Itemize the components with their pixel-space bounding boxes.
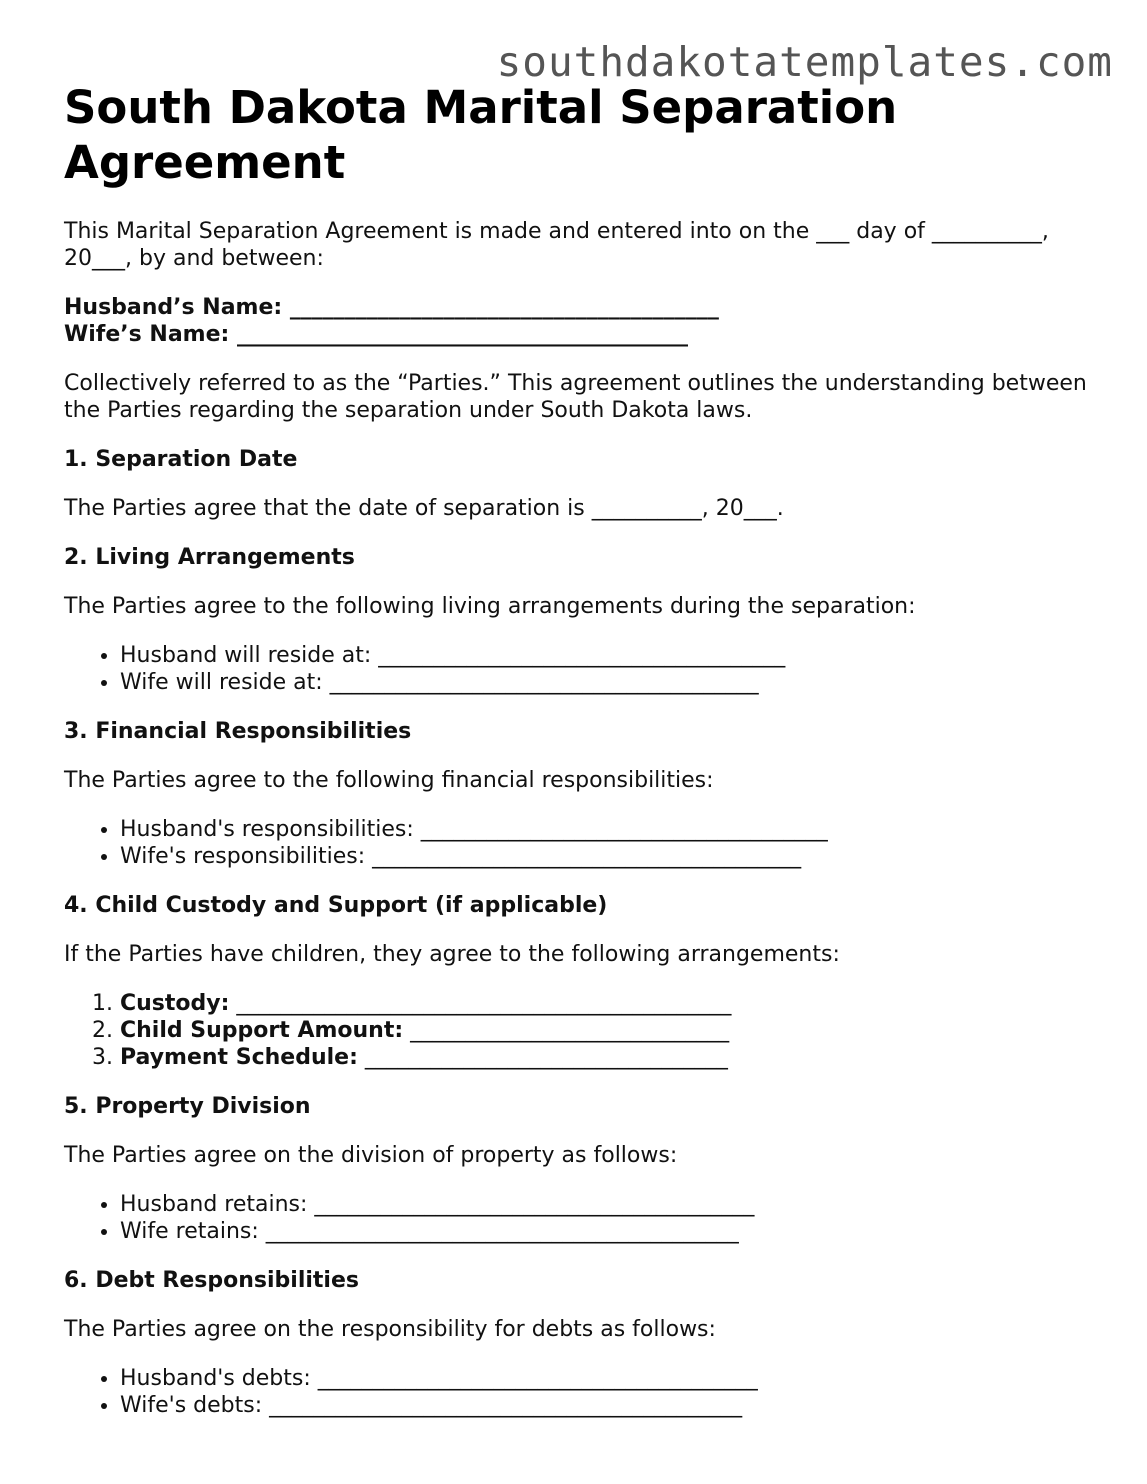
intro-paragraph: This Marital Separation Agreement is made and entered into on the ___ day of __________, 20___, by and between: [64, 219, 1049, 271]
child-custody-list [64, 990, 1094, 1071]
custody-label: Custody: [120, 991, 230, 1016]
list-item: • Wife will reside at: _______________________________________ [120, 669, 1094, 696]
section-heading-financial-responsibilities: 3. Financial Responsibilities [64, 719, 412, 744]
document-body [64, 218, 1094, 1441]
list-item [120, 990, 1094, 1017]
list-item: • Husband's responsibilities: _____________________________________ [120, 816, 1094, 843]
list-item: • Husband will reside at: _____________________________________ [120, 642, 1094, 669]
document-title: South Dakota Marital Separation Agreement [64, 81, 898, 189]
section-text-debt-responsibilities: The Parties agree on the responsibility for debts as follows: [64, 1317, 716, 1342]
list-item: • Wife retains: ___________________________________________ [120, 1218, 1094, 1245]
property-division-list [64, 1191, 1094, 1245]
child-support-blank: _____________________________ [403, 1018, 730, 1043]
section-text-financial-responsibilities: The Parties agree to the following financial responsibilities: [64, 768, 714, 793]
list-item: • Wife's debts: ___________________________________________ [120, 1392, 1094, 1419]
list-item: • Husband retains: ________________________________________ [120, 1191, 1094, 1218]
section-text-separation-date: The Parties agree that the date of separation is __________, 20___. [64, 496, 784, 521]
financial-responsibilities-list [64, 816, 1094, 870]
wife-name-line: Wife’s Name: _________________________________________ [64, 322, 688, 347]
payment-schedule-blank: _________________________________ [357, 1045, 728, 1070]
list-item [120, 1044, 1094, 1071]
list-item [120, 1017, 1094, 1044]
list-item: • Husband's debts: ________________________________________ [120, 1365, 1094, 1392]
section-heading-debt-responsibilities: 6. Debt Responsibilities [64, 1268, 359, 1293]
section-text-property-division: The Parties agree on the division of property as follows: [64, 1143, 678, 1168]
payment-schedule-label: Payment Schedule: [120, 1045, 358, 1070]
child-support-label: Child Support Amount: [120, 1018, 404, 1043]
section-heading-living-arrangements: 2. Living Arrangements [64, 545, 355, 570]
section-text-child-custody: If the Parties have children, they agree to the following arrangements: [64, 942, 840, 967]
section-heading-child-custody: 4. Child Custody and Support (if applicable) [64, 893, 608, 918]
husband-name-line: Husband’s Name: _______________________________________ [64, 295, 719, 320]
watermark: southdakotatemplates.com [496, 38, 1113, 86]
debt-responsibilities-list [64, 1365, 1094, 1419]
section-text-living-arrangements: The Parties agree to the following living arrangements during the separation: [64, 594, 916, 619]
list-item: • Wife's responsibilities: _______________________________________ [120, 843, 1094, 870]
section-heading-separation-date: 1. Separation Date [64, 447, 298, 472]
section-heading-property-division: 5. Property Division [64, 1094, 311, 1119]
living-arrangements-list [64, 642, 1094, 696]
collective-paragraph: Collectively referred to as the “Parties.” This agreement outlines the understanding between the Parties regarding the separation under South Dakota laws. [64, 371, 1087, 423]
custody-blank: _____________________________________________ [229, 991, 732, 1016]
party-names [64, 294, 1094, 348]
